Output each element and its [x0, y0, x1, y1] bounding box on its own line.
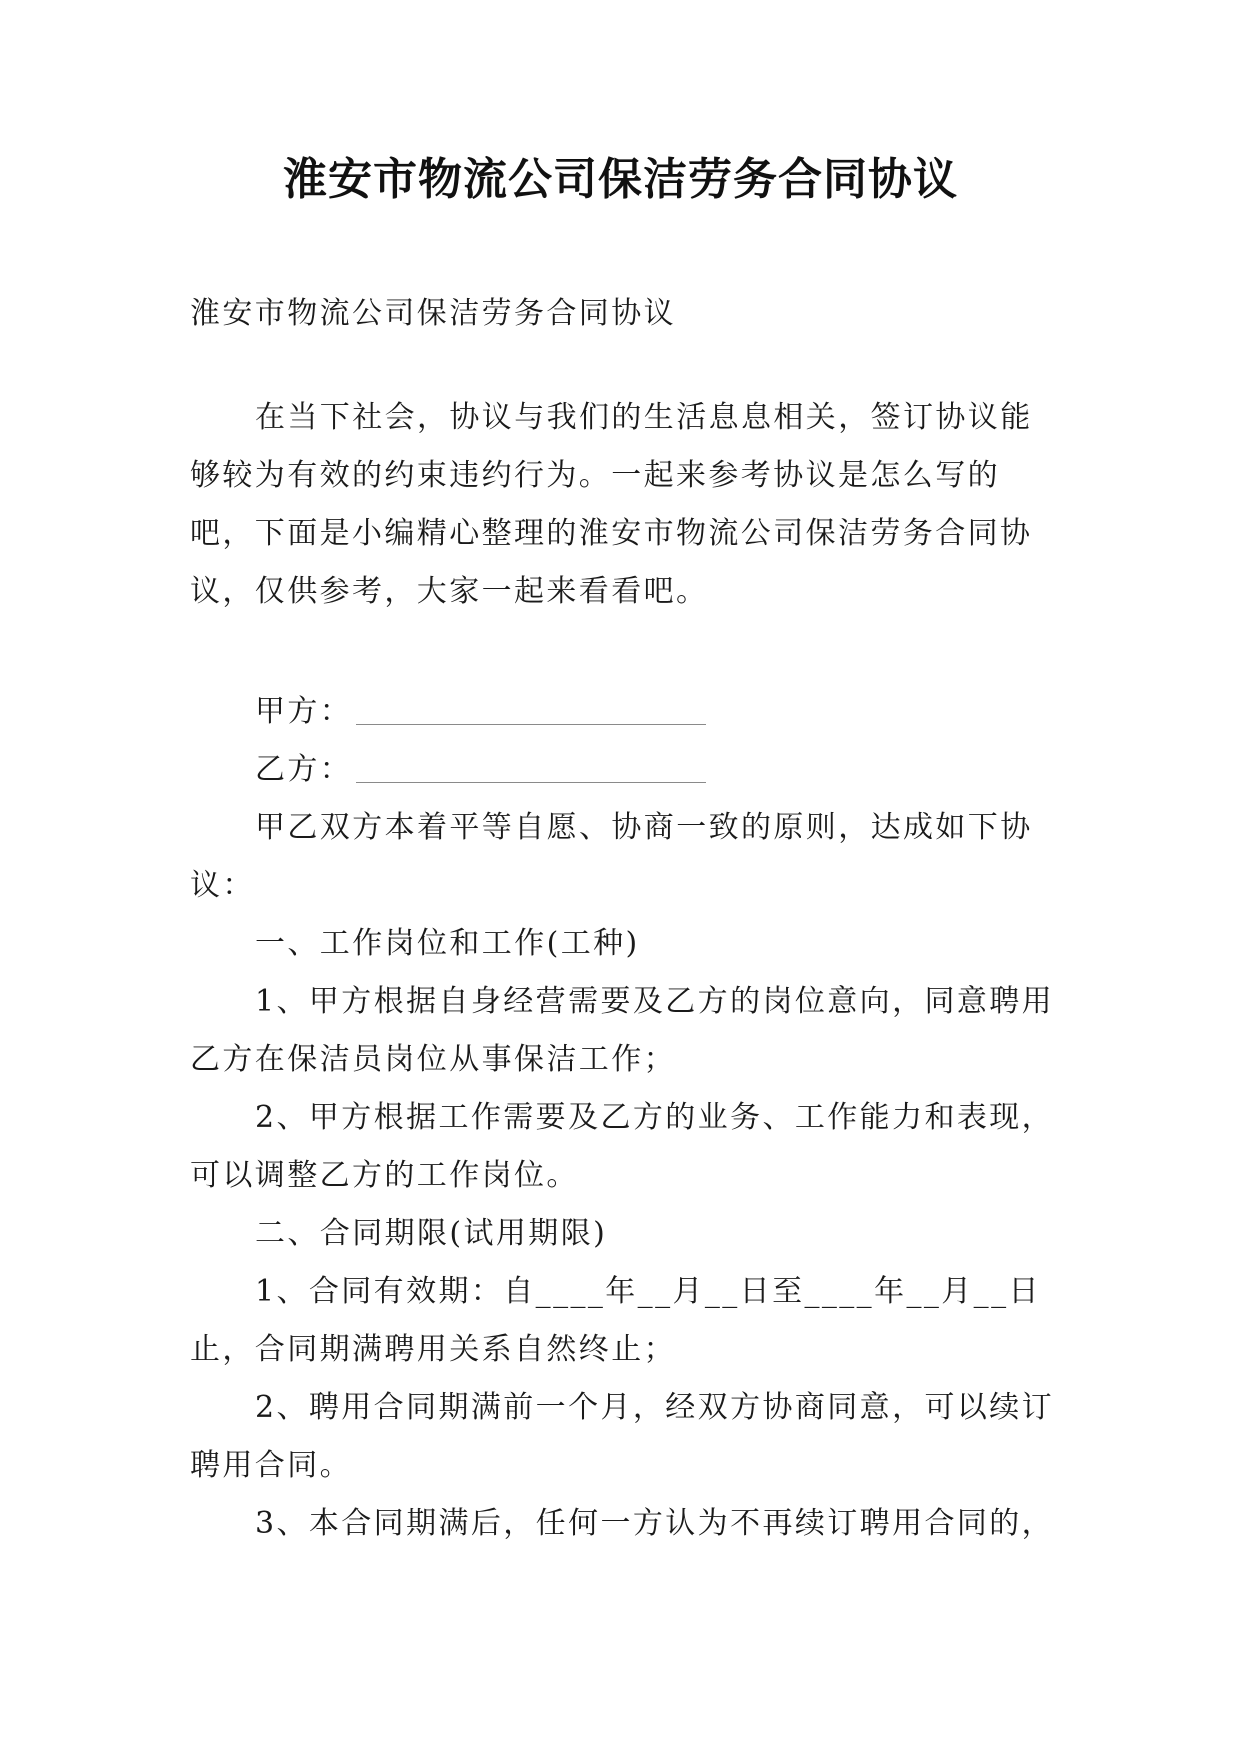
- agreement-intro: 甲乙双方本着平等自愿、协商一致的原则，达成如下协议：: [190, 810, 1033, 903]
- document-title: 淮安市物流公司保洁劳务合同协议: [283, 154, 958, 205]
- section-1-item-1: 1、甲方根据自身经营需要及乙方的岗位意向，同意聘用乙方在保洁员岗位从事保洁工作；: [190, 984, 1055, 1077]
- section-2-item-3: 3、本合同期满后，任何一方认为不再续订聘用合同的，: [255, 1506, 1055, 1541]
- document-body: [190, 285, 1060, 1553]
- section-1-item-2: 2、甲方根据工作需要及乙方的业务、工作能力和表现，可以调整乙方的工作岗位。: [190, 1100, 1055, 1193]
- party-b-line: [190, 741, 1060, 799]
- section-2-item-2: 2、聘用合同期满前一个月，经双方协商同意，可以续订聘用合同。: [190, 1390, 1055, 1483]
- section-2-item-1: 1、合同有效期：自____年__月__日至____年__月__日止，合同期满聘用关系自然终止；: [190, 1274, 1041, 1367]
- document-subtitle: 淮安市物流公司保洁劳务合同协议: [190, 296, 676, 331]
- section-1-heading: 一、工作岗位和工作(工种): [255, 926, 640, 961]
- party-a-blank: [356, 690, 706, 725]
- section-2-heading: 二、合同期限(试用期限): [255, 1216, 608, 1251]
- party-a-line: [190, 683, 1060, 741]
- party-a-label: 甲方：: [255, 694, 353, 729]
- party-b-label: 乙方：: [255, 752, 353, 787]
- intro-paragraph: 在当下社会，协议与我们的生活息息相关，签订协议能够较为有效的约束违约行为。一起来参考协议是怎么写的吧，下面是小编精心整理的淮安市物流公司保洁劳务合同协议，仅供参考，大家一起来看看吧。: [190, 400, 1033, 609]
- party-b-blank: [356, 748, 706, 783]
